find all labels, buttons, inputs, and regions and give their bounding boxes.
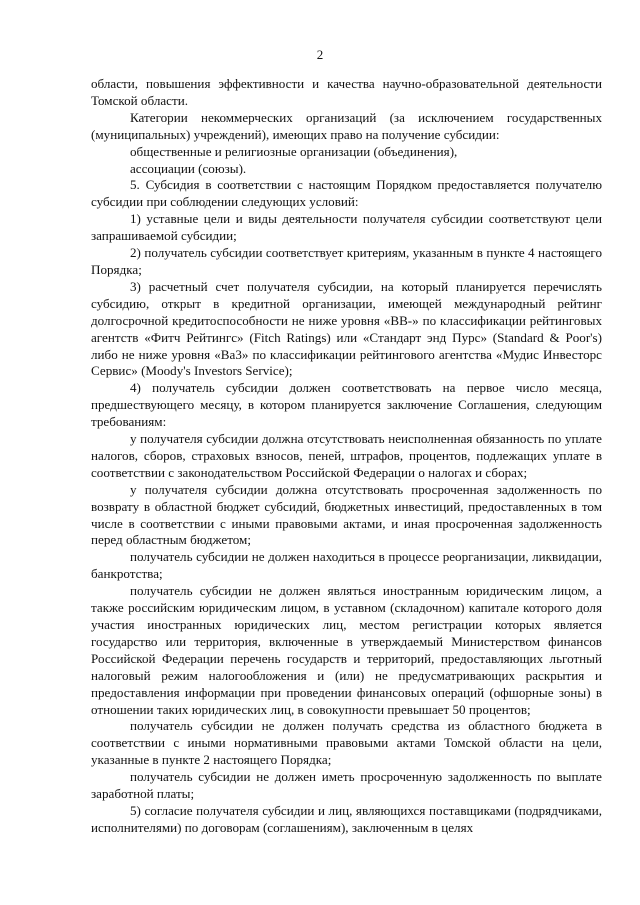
page-number: 2 <box>316 47 324 62</box>
requirement-no-other-funding: получатель субсидии не должен получать средства из областного бюджета в соответствии с иными нормативными правовыми актами Томской области на цели, указанные в пункте 2 настоящего Порядка; <box>91 718 602 768</box>
condition-2: 2) получатель субсидии соответствует критериям, указанным в пункте 4 настоящего Порядка; <box>91 245 602 277</box>
condition-5: 5) согласие получателя субсидии и лиц, являющихся поставщиками (подрядчиками, исполнителями) по договорам (соглашениям), заключенным в целях <box>91 802 602 835</box>
paragraph-clause-5: 5. Субсидия в соответствии с настоящим Порядком предоставляется получателю субсидии при соблюдении следующих условий: <box>91 177 602 210</box>
condition-3: 3) расчетный счет получателя субсидии, на который планируется перечислять субсидию, открыт в кредитной организации, имеющей международный рейтинг долгосрочной кредитоспособности не ниже уровня «ВВ-» по классификации рейтинговых агентств «Фитч Рейтингс» (Fitch Ratings) или «Стандарт энд Пурс» (Standard & Poor's) либо не ниже уровня «Ba3» по классификации рейтингового агентства «Мудис Инвесторс Сервис» (Moody's Investors Service); <box>91 278 602 379</box>
requirement-budget-debt: у получателя субсидии должна отсутствовать просроченная задолженность по возврату в областной бюджет субсидий, бюджетных инвестиций, предоставленных в том числе в соответствии с иными правовыми актами, и иная просроченная задолженность перед областным бюджетом; <box>91 481 602 548</box>
condition-1: 1) уставные цели и виды деятельности получателя субсидии соответствуют цели запрашиваемой субсидии; <box>91 211 602 244</box>
requirement-no-wage-arrears: получатель субсидии не должен иметь просроченную задолженность по выплате заработной платы; <box>91 769 602 802</box>
requirement-not-foreign-entity: получатель субсидии не должен являться иностранным юридическим лицом, а также российским юридическим лицом, в уставном (складочном) капитале которого доля участия иностранных юридических лиц, местом регистрации которых является государство или территория, включенные в утверждаемый Министерством финансов Российской Федерации перечень государств и территорий, предоставляющих льготный налоговый режим налогообложения и (или) не предусматривающих раскрытия и предоставления информации при проведении финансовых операций (офшорные зоны) в отношении таких юридических лиц, в совокупности превышает 50 процентов; <box>91 583 602 717</box>
paragraph-continuation: области, повышения эффективности и качества научно-образовательной деятельности Томской области. <box>91 76 602 108</box>
condition-4: 4) получатель субсидии должен соответствовать на первое число месяца, предшествующего месяцу, в котором планируется заключение Соглашения, следующим требованиям: <box>91 380 602 430</box>
list-item-public-organizations: общественные и религиозные организации (объединения), <box>130 143 458 159</box>
requirement-no-reorganization: получатель субсидии не должен находиться в процессе реорганизации, ликвидации, банкротства; <box>91 549 602 582</box>
list-item-associations: ассоциации (союзы). <box>130 160 247 176</box>
document-body <box>91 76 602 837</box>
paragraph-categories: Категории некоммерческих организаций (за исключением государственных (муниципальных) учреждений), имеющих право на получение субсидии: <box>91 109 602 142</box>
requirement-tax-arrears: у получателя субсидии должна отсутствовать неисполненная обязанность по уплате налогов, сборов, страховых взносов, пеней, штрафов, процентов, подлежащих уплате в соответствии с законодательством Российской Федерации о налогах и сборах; <box>91 431 602 480</box>
